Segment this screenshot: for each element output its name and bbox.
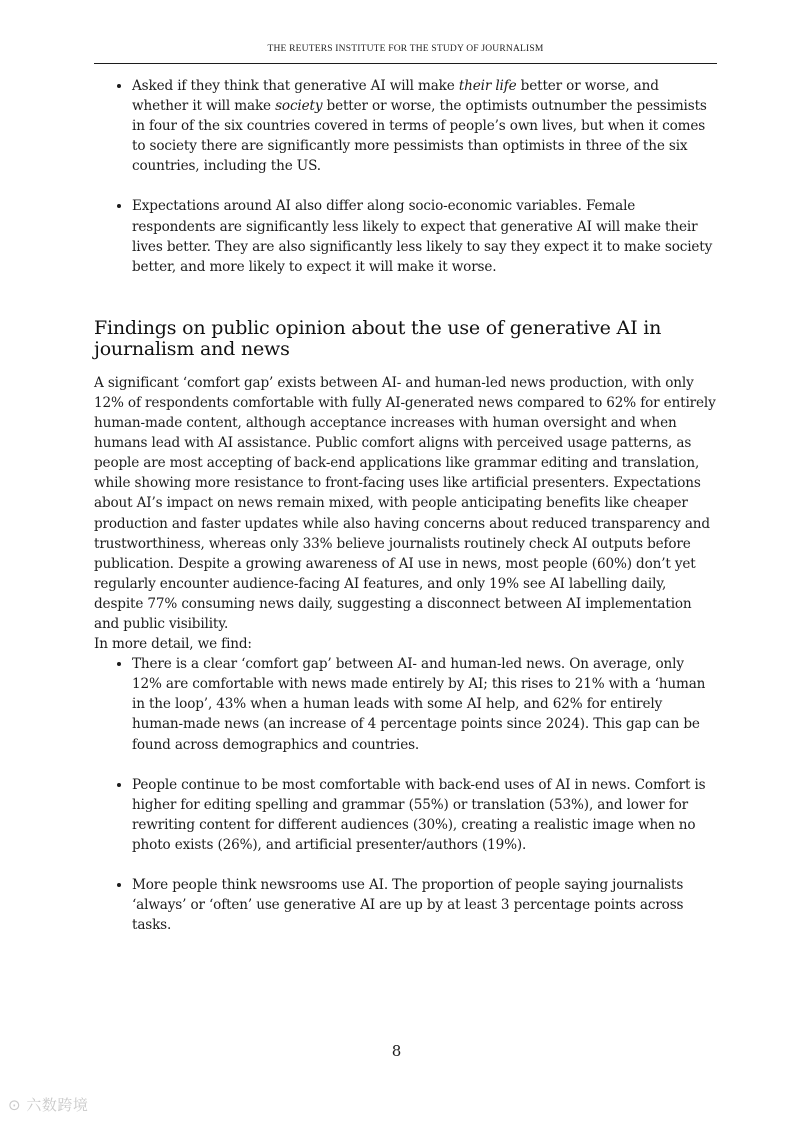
list-item: • There is a clear ‘comfort gap’ between AI- and human-led news. On average, only 12% are comfortable with news made entirely by AI; this rises to 21% with a ‘human in the loop’, 43% when a human leads with some AI help, and 62% for entirely human-made news (an increase of 4 percentage points since 2024). This gap can be found across demographics and countries. <box>132 654 717 754</box>
list-item: • People continue to be most comfortable with back-end uses of AI in news. Comfort is higher for editing spelling and grammar (55%) or translation (53%), and lower for rewriting content for different audiences (30%), creating a realistic image when no photo exists (26%), and artificial presenter/authors (19%). <box>132 775 717 855</box>
section-heading: Findings on public opinion about the use of generative AI in journalism and news <box>94 316 662 360</box>
section-paragraph: A significant ‘comfort gap’ exists between AI- and human-led news production, with only 12% of respondents comfortable with fully AI-generated news compared to 62% for entirely human-made content, although acceptance increases with human oversight and when humans lead with AI assistance. Public comfort aligns with perceived usage patterns, as people are most accepting of back-end applications like grammar editing and translation, while showing more resistance to front-facing uses like artificial presenters. Expectations about AI’s impact on news remain mixed, with people anticipating benefits like cheaper production and faster updates while also having concerns about reduced transparency and trustworthiness, whereas only 33% believe journalists routinely check AI outputs before publication. Despite a growing awareness of AI use in news, most people (60%) don’t yet regularly encounter audience-facing AI features, and only 19% see AI labelling daily, despite 77% consuming news daily, suggesting a disconnect between AI implementation and public visibility. <box>94 374 716 632</box>
running-header: THE REUTERS INSTITUTE FOR THE STUDY OF JOURNALISM <box>267 44 544 54</box>
page-number: 8 <box>391 1042 402 1060</box>
detail-lead: In more detail, we find: <box>94 636 252 653</box>
watermark-logo: ⊙ 六数跨境 <box>8 1096 89 1114</box>
detail-bullet-list <box>94 654 717 935</box>
emphasis-their-life: their life <box>458 78 517 94</box>
list-item: • Asked if they think that generative AI will make their life better or worse, and whether it will make society better or worse, the optimists outnumber the pessimists in four of the six countries covered in terms of people’s own lives, but when it comes to society there are significantly more pessimists than optimists in three of the six countries, including the US. <box>132 76 717 176</box>
page-body <box>94 76 717 935</box>
header-rule <box>94 63 717 64</box>
list-item: • More people think newsrooms use AI. The proportion of people saying journalists ‘always’ or ‘often’ use generative AI are up by at least 3 percentage points across tasks. <box>132 875 717 935</box>
list-item: • Expectations around AI also differ along socio-economic variables. Female respondents are significantly less likely to expect that generative AI will make their lives better. They are also significantly less likely to say they expect it to make society better, and more likely to expect it will make it worse. <box>132 196 717 276</box>
top-bullet-list <box>94 76 717 277</box>
emphasis-society: society <box>275 98 323 115</box>
